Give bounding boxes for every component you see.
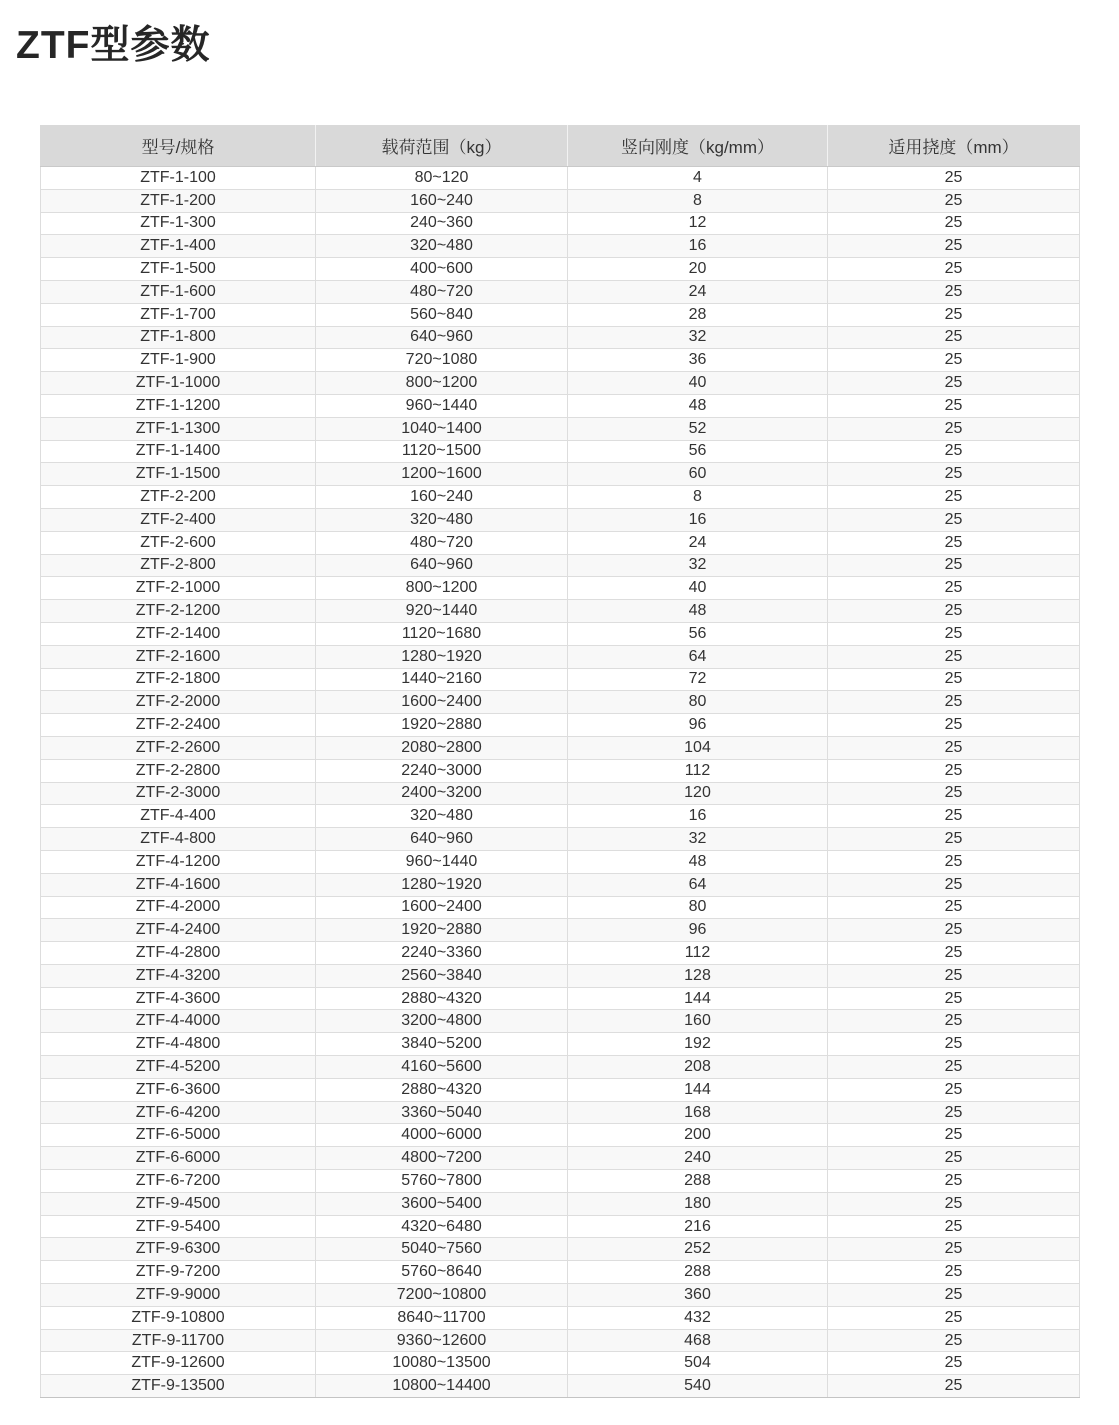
table-row: [41, 258, 1080, 281]
table-cell: 25: [828, 1352, 1080, 1375]
table-cell: 25: [828, 326, 1080, 349]
table-cell: 144: [568, 987, 828, 1010]
table-cell: 168: [568, 1101, 828, 1124]
table-row: [41, 987, 1080, 1010]
table-cell: 16: [568, 235, 828, 258]
table-cell: 4160~5600: [316, 1056, 568, 1079]
table-row: [41, 1261, 1080, 1284]
table-cell: 240: [568, 1147, 828, 1170]
table-row: [41, 1215, 1080, 1238]
table-cell: 25: [828, 235, 1080, 258]
table-cell: 64: [568, 645, 828, 668]
table-cell: ZTF-1-600: [41, 280, 316, 303]
table-cell: 25: [828, 1306, 1080, 1329]
table-cell: 120: [568, 782, 828, 805]
table-cell: 1120~1500: [316, 440, 568, 463]
table-cell: 96: [568, 919, 828, 942]
table-cell: ZTF-4-2800: [41, 942, 316, 965]
table-cell: 128: [568, 964, 828, 987]
table-row: [41, 167, 1080, 190]
parameters-table: [40, 125, 1080, 1398]
table-row: [41, 463, 1080, 486]
table-row: [41, 394, 1080, 417]
table-cell: ZTF-6-5000: [41, 1124, 316, 1147]
table-cell: 25: [828, 394, 1080, 417]
table-cell: 160~240: [316, 189, 568, 212]
table-cell: 12: [568, 212, 828, 235]
table-cell: 4000~6000: [316, 1124, 568, 1147]
table-cell: 48: [568, 394, 828, 417]
table-row: [41, 1170, 1080, 1193]
table-cell: ZTF-6-3600: [41, 1078, 316, 1101]
table-row: [41, 942, 1080, 965]
table-cell: 2400~3200: [316, 782, 568, 805]
table-cell: 360: [568, 1284, 828, 1307]
table-cell: ZTF-4-1600: [41, 873, 316, 896]
table-cell: 32: [568, 554, 828, 577]
table-cell: 1200~1600: [316, 463, 568, 486]
table-cell: 60: [568, 463, 828, 486]
table-cell: 25: [828, 349, 1080, 372]
table-row: [41, 736, 1080, 759]
table-cell: ZTF-4-400: [41, 805, 316, 828]
table-row: [41, 622, 1080, 645]
table-cell: 180: [568, 1192, 828, 1215]
table-cell: 32: [568, 326, 828, 349]
table-row: [41, 759, 1080, 782]
table-row: [41, 531, 1080, 554]
column-header-applicable-deflection: 适用挠度（mm）: [828, 125, 1080, 167]
table-cell: 2560~3840: [316, 964, 568, 987]
table-cell: 25: [828, 1124, 1080, 1147]
table-row: [41, 577, 1080, 600]
table-cell: 25: [828, 531, 1080, 554]
table-cell: 25: [828, 987, 1080, 1010]
table-cell: 5760~8640: [316, 1261, 568, 1284]
table-row: [41, 896, 1080, 919]
table-cell: 16: [568, 805, 828, 828]
table-cell: 800~1200: [316, 577, 568, 600]
table-cell: 25: [828, 372, 1080, 395]
table-cell: ZTF-1-500: [41, 258, 316, 281]
table-cell: 104: [568, 736, 828, 759]
page-title: ZTF型参数: [16, 24, 211, 67]
table-cell: ZTF-2-1000: [41, 577, 316, 600]
table-cell: 25: [828, 919, 1080, 942]
table-cell: 25: [828, 486, 1080, 509]
table-cell: 400~600: [316, 258, 568, 281]
table-row: [41, 850, 1080, 873]
table-cell: ZTF-4-800: [41, 828, 316, 851]
table-cell: 960~1440: [316, 394, 568, 417]
table-cell: 25: [828, 258, 1080, 281]
table-cell: 25: [828, 1078, 1080, 1101]
table-cell: 10800~14400: [316, 1375, 568, 1398]
table-cell: 1920~2880: [316, 714, 568, 737]
table-cell: 48: [568, 600, 828, 623]
table-cell: 8: [568, 486, 828, 509]
table-cell: 480~720: [316, 280, 568, 303]
table-cell: ZTF-2-200: [41, 486, 316, 509]
table-cell: 80: [568, 896, 828, 919]
table-cell: ZTF-1-700: [41, 303, 316, 326]
table-cell: ZTF-1-900: [41, 349, 316, 372]
table-cell: 560~840: [316, 303, 568, 326]
table-cell: ZTF-1-1200: [41, 394, 316, 417]
table-cell: 40: [568, 577, 828, 600]
table-cell: ZTF-2-1800: [41, 668, 316, 691]
table-cell: ZTF-2-2800: [41, 759, 316, 782]
table-cell: ZTF-1-200: [41, 189, 316, 212]
table-cell: 25: [828, 577, 1080, 600]
table-cell: 112: [568, 942, 828, 965]
table-cell: ZTF-9-5400: [41, 1215, 316, 1238]
table-cell: 28: [568, 303, 828, 326]
table-cell: 4320~6480: [316, 1215, 568, 1238]
table-cell: 640~960: [316, 828, 568, 851]
table-cell: 2240~3000: [316, 759, 568, 782]
table-row: [41, 280, 1080, 303]
table-cell: 2880~4320: [316, 987, 568, 1010]
parameters-table-container: [40, 125, 1079, 1398]
table-cell: 25: [828, 850, 1080, 873]
table-cell: 20: [568, 258, 828, 281]
table-cell: 25: [828, 280, 1080, 303]
table-cell: ZTF-9-4500: [41, 1192, 316, 1215]
table-row: [41, 326, 1080, 349]
table-cell: ZTF-9-11700: [41, 1329, 316, 1352]
table-cell: ZTF-1-1300: [41, 417, 316, 440]
table-cell: 1040~1400: [316, 417, 568, 440]
table-cell: 8640~11700: [316, 1306, 568, 1329]
table-cell: ZTF-9-10800: [41, 1306, 316, 1329]
table-cell: 25: [828, 873, 1080, 896]
table-cell: 504: [568, 1352, 828, 1375]
table-cell: 540: [568, 1375, 828, 1398]
column-header-vertical-stiffness: 竖向刚度（kg/mm）: [568, 125, 828, 167]
table-row: [41, 1192, 1080, 1215]
table-cell: ZTF-4-3200: [41, 964, 316, 987]
table-cell: 25: [828, 1147, 1080, 1170]
table-cell: 25: [828, 714, 1080, 737]
table-cell: 25: [828, 303, 1080, 326]
table-cell: ZTF-6-7200: [41, 1170, 316, 1193]
table-cell: ZTF-2-1400: [41, 622, 316, 645]
table-row: [41, 212, 1080, 235]
table-cell: 16: [568, 508, 828, 531]
table-row: [41, 645, 1080, 668]
table-cell: ZTF-1-800: [41, 326, 316, 349]
table-cell: 7200~10800: [316, 1284, 568, 1307]
table-row: [41, 668, 1080, 691]
table-cell: ZTF-2-600: [41, 531, 316, 554]
table-cell: 960~1440: [316, 850, 568, 873]
table-cell: 160: [568, 1010, 828, 1033]
table-cell: 192: [568, 1033, 828, 1056]
table-row: [41, 1284, 1080, 1307]
table-row: [41, 235, 1080, 258]
table-cell: 25: [828, 1010, 1080, 1033]
table-row: [41, 1101, 1080, 1124]
table-cell: 4800~7200: [316, 1147, 568, 1170]
table-cell: 80~120: [316, 167, 568, 190]
table-cell: 36: [568, 349, 828, 372]
table-cell: ZTF-1-300: [41, 212, 316, 235]
table-cell: 800~1200: [316, 372, 568, 395]
table-cell: ZTF-4-5200: [41, 1056, 316, 1079]
table-cell: 3600~5400: [316, 1192, 568, 1215]
table-row: [41, 1329, 1080, 1352]
table-cell: 25: [828, 1192, 1080, 1215]
table-cell: 112: [568, 759, 828, 782]
table-cell: 240~360: [316, 212, 568, 235]
table-cell: ZTF-4-2400: [41, 919, 316, 942]
table-cell: 25: [828, 508, 1080, 531]
table-cell: ZTF-1-100: [41, 167, 316, 190]
table-cell: ZTF-9-13500: [41, 1375, 316, 1398]
table-cell: 25: [828, 1101, 1080, 1124]
table-cell: ZTF-6-4200: [41, 1101, 316, 1124]
table-cell: ZTF-1-1500: [41, 463, 316, 486]
table-cell: ZTF-2-2600: [41, 736, 316, 759]
table-row: [41, 1078, 1080, 1101]
table-cell: ZTF-4-2000: [41, 896, 316, 919]
table-cell: 25: [828, 805, 1080, 828]
table-cell: 2080~2800: [316, 736, 568, 759]
table-cell: 920~1440: [316, 600, 568, 623]
table-cell: ZTF-4-3600: [41, 987, 316, 1010]
table-cell: 25: [828, 463, 1080, 486]
table-cell: ZTF-2-3000: [41, 782, 316, 805]
table-cell: 200: [568, 1124, 828, 1147]
table-cell: 25: [828, 1056, 1080, 1079]
table-cell: 3840~5200: [316, 1033, 568, 1056]
table-cell: 3360~5040: [316, 1101, 568, 1124]
table-row: [41, 349, 1080, 372]
table-cell: ZTF-9-12600: [41, 1352, 316, 1375]
table-cell: 25: [828, 554, 1080, 577]
table-cell: 9360~12600: [316, 1329, 568, 1352]
table-cell: 1600~2400: [316, 691, 568, 714]
table-row: [41, 1124, 1080, 1147]
table-cell: 64: [568, 873, 828, 896]
table-cell: 2880~4320: [316, 1078, 568, 1101]
table-header-row: [41, 125, 1080, 167]
table-cell: 72: [568, 668, 828, 691]
table-cell: ZTF-2-1200: [41, 600, 316, 623]
table-cell: 208: [568, 1056, 828, 1079]
table-cell: ZTF-4-4000: [41, 1010, 316, 1033]
table-cell: ZTF-9-6300: [41, 1238, 316, 1261]
table-cell: 25: [828, 668, 1080, 691]
table-cell: 25: [828, 1329, 1080, 1352]
table-cell: 288: [568, 1261, 828, 1284]
table-row: [41, 1352, 1080, 1375]
table-cell: 320~480: [316, 235, 568, 258]
table-cell: ZTF-4-1200: [41, 850, 316, 873]
table-cell: 25: [828, 1215, 1080, 1238]
table-row: [41, 189, 1080, 212]
table-cell: 25: [828, 1375, 1080, 1398]
table-row: [41, 1056, 1080, 1079]
table-cell: 468: [568, 1329, 828, 1352]
table-row: [41, 440, 1080, 463]
table-row: [41, 1147, 1080, 1170]
table-row: [41, 1238, 1080, 1261]
table-cell: 10080~13500: [316, 1352, 568, 1375]
table-row: [41, 1306, 1080, 1329]
table-cell: 25: [828, 417, 1080, 440]
table-cell: 25: [828, 189, 1080, 212]
table-cell: 8: [568, 189, 828, 212]
table-cell: 52: [568, 417, 828, 440]
table-cell: 5760~7800: [316, 1170, 568, 1193]
table-row: [41, 714, 1080, 737]
table-cell: 480~720: [316, 531, 568, 554]
table-cell: 25: [828, 212, 1080, 235]
column-header-load-range: 载荷范围（kg）: [316, 125, 568, 167]
table-cell: 1280~1920: [316, 645, 568, 668]
table-row: [41, 417, 1080, 440]
table-cell: 48: [568, 850, 828, 873]
table-row: [41, 805, 1080, 828]
table-cell: 25: [828, 964, 1080, 987]
table-cell: ZTF-1-1400: [41, 440, 316, 463]
table-cell: ZTF-2-2400: [41, 714, 316, 737]
table-row: [41, 919, 1080, 942]
table-cell: 25: [828, 896, 1080, 919]
table-cell: 25: [828, 1238, 1080, 1261]
table-cell: 96: [568, 714, 828, 737]
table-cell: ZTF-2-400: [41, 508, 316, 531]
table-row: [41, 1010, 1080, 1033]
table-row: [41, 508, 1080, 531]
table-cell: 1120~1680: [316, 622, 568, 645]
table-cell: 3200~4800: [316, 1010, 568, 1033]
table-row: [41, 691, 1080, 714]
table-cell: ZTF-2-2000: [41, 691, 316, 714]
table-cell: 25: [828, 1261, 1080, 1284]
table-cell: 24: [568, 531, 828, 554]
table-cell: 25: [828, 691, 1080, 714]
table-cell: 160~240: [316, 486, 568, 509]
table-cell: 25: [828, 1284, 1080, 1307]
table-cell: 1280~1920: [316, 873, 568, 896]
table-cell: 5040~7560: [316, 1238, 568, 1261]
table-cell: 1440~2160: [316, 668, 568, 691]
table-row: [41, 303, 1080, 326]
table-row: [41, 828, 1080, 851]
table-cell: 1920~2880: [316, 919, 568, 942]
table-cell: ZTF-2-800: [41, 554, 316, 577]
table-body: [41, 167, 1080, 1398]
table-cell: 24: [568, 280, 828, 303]
table-cell: ZTF-1-1000: [41, 372, 316, 395]
table-cell: 288: [568, 1170, 828, 1193]
table-cell: 25: [828, 942, 1080, 965]
table-cell: 640~960: [316, 554, 568, 577]
table-cell: 25: [828, 440, 1080, 463]
table-cell: ZTF-1-400: [41, 235, 316, 258]
table-row: [41, 600, 1080, 623]
table-row: [41, 1033, 1080, 1056]
table-cell: 25: [828, 828, 1080, 851]
table-row: [41, 372, 1080, 395]
table-row: [41, 873, 1080, 896]
table-cell: 720~1080: [316, 349, 568, 372]
table-cell: 320~480: [316, 805, 568, 828]
column-header-model: 型号/规格: [41, 125, 316, 167]
table-cell: 80: [568, 691, 828, 714]
table-cell: 216: [568, 1215, 828, 1238]
table-cell: 2240~3360: [316, 942, 568, 965]
table-row: [41, 1375, 1080, 1398]
table-row: [41, 964, 1080, 987]
table-row: [41, 554, 1080, 577]
table-cell: 56: [568, 622, 828, 645]
table-cell: 25: [828, 645, 1080, 668]
table-cell: ZTF-2-1600: [41, 645, 316, 668]
table-cell: 25: [828, 167, 1080, 190]
table-cell: 640~960: [316, 326, 568, 349]
table-cell: ZTF-4-4800: [41, 1033, 316, 1056]
table-cell: 252: [568, 1238, 828, 1261]
table-cell: 25: [828, 600, 1080, 623]
table-cell: ZTF-9-7200: [41, 1261, 316, 1284]
table-cell: 25: [828, 1170, 1080, 1193]
table-cell: 144: [568, 1078, 828, 1101]
table-cell: 25: [828, 782, 1080, 805]
table-cell: 320~480: [316, 508, 568, 531]
table-cell: 25: [828, 759, 1080, 782]
table-cell: 25: [828, 622, 1080, 645]
table-row: [41, 486, 1080, 509]
table-cell: 56: [568, 440, 828, 463]
table-cell: 32: [568, 828, 828, 851]
table-cell: 4: [568, 167, 828, 190]
table-cell: 40: [568, 372, 828, 395]
table-cell: ZTF-9-9000: [41, 1284, 316, 1307]
table-cell: 25: [828, 736, 1080, 759]
table-cell: 1600~2400: [316, 896, 568, 919]
table-cell: 432: [568, 1306, 828, 1329]
table-cell: 25: [828, 1033, 1080, 1056]
table-row: [41, 782, 1080, 805]
table-cell: ZTF-6-6000: [41, 1147, 316, 1170]
